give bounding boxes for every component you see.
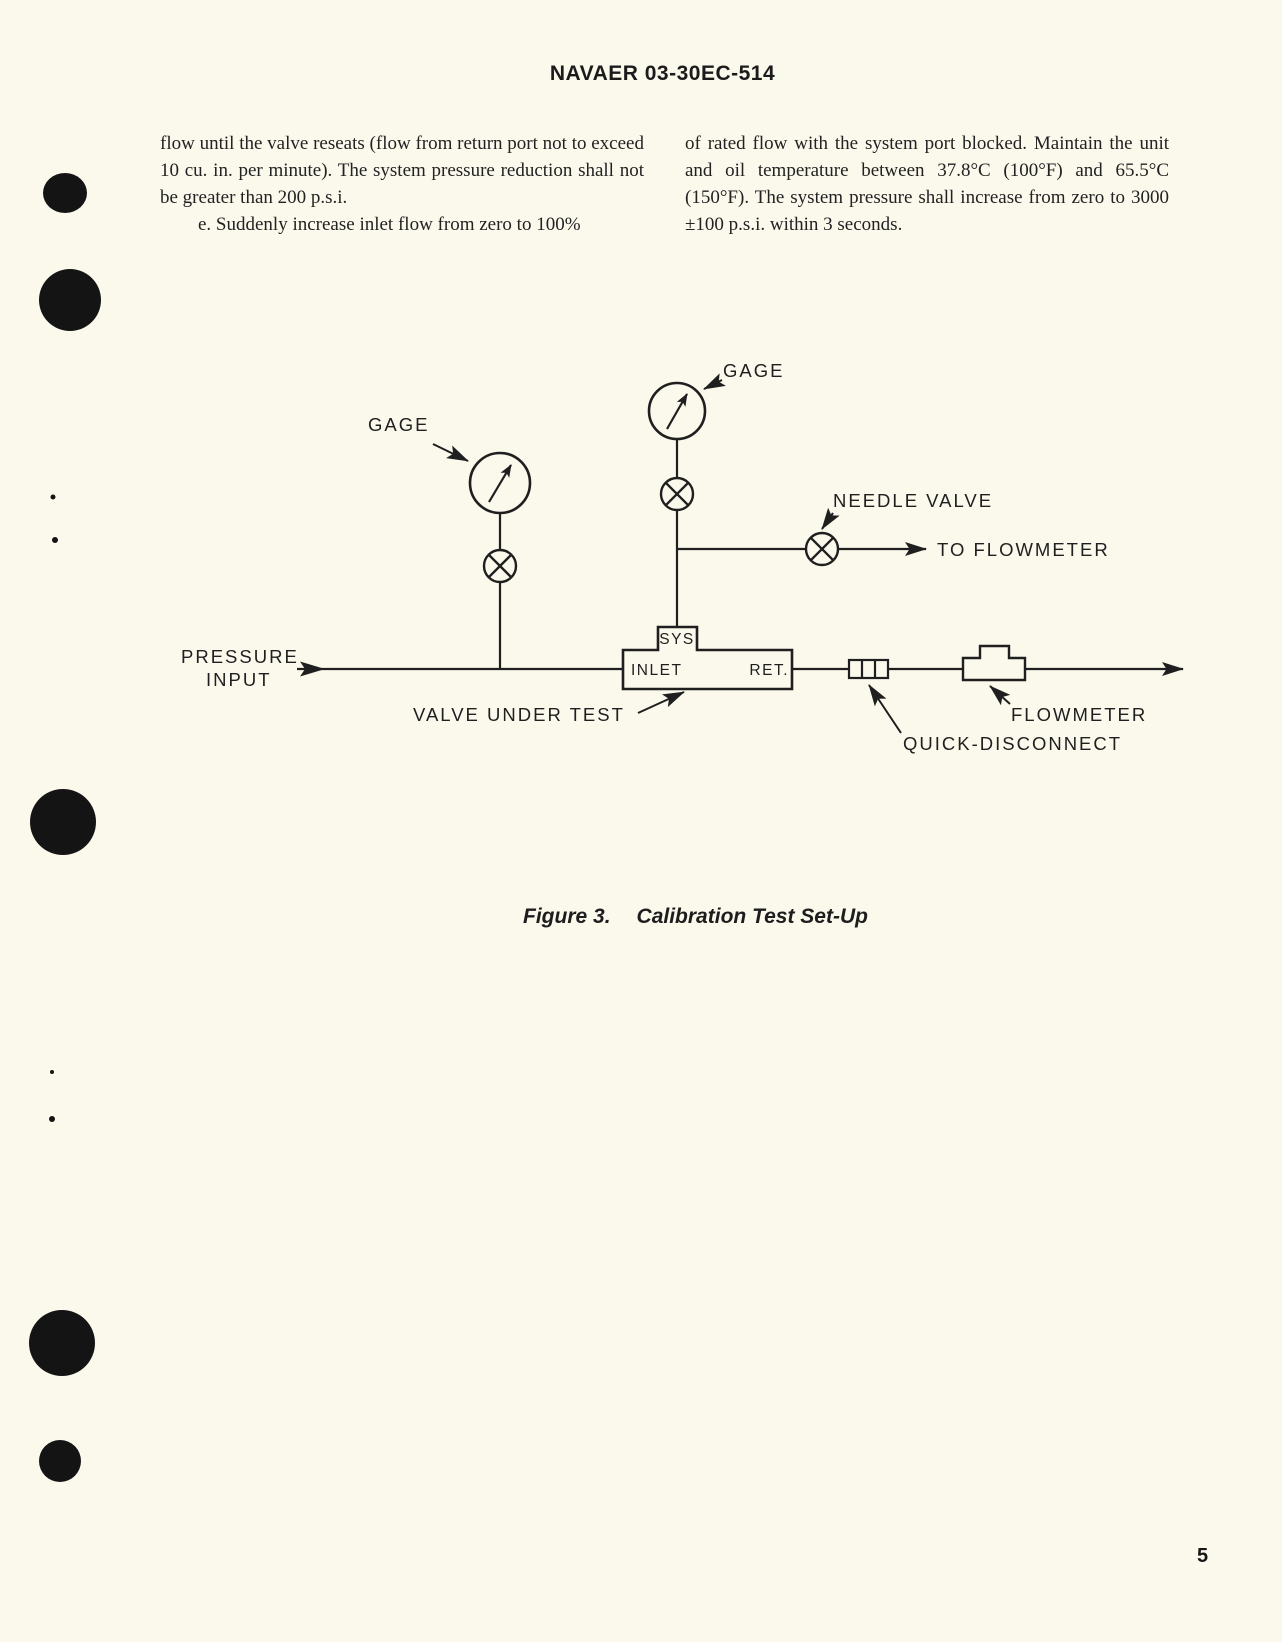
pressure-input-label-line1: PRESSURE (181, 646, 299, 667)
ink-speck (49, 1116, 55, 1122)
ink-speck (50, 1070, 54, 1074)
ink-speck (51, 495, 56, 500)
ink-speck (52, 537, 58, 543)
leader-arrows (433, 380, 1010, 733)
binder-dot (39, 269, 101, 331)
right-paragraph: of rated flow with the system port blocked. Maintain the unit and oil temperature between 37.8°C (100°F) and 65.5°C (150°F). The system pressure shall increase from zero to 3000 ±100 p.s.i. within 3 seconds. (685, 133, 1169, 235)
left-paragraph: flow until the valve reseats (flow from return port not to exceed 10 cu. in. per minute). The system pressure reduction shall not be greater than 200 p.s.i. (160, 133, 644, 208)
valve-symbol-left (484, 550, 516, 582)
binder-dots (29, 173, 101, 1482)
figure-title: Calibration Test Set-Up (636, 905, 868, 928)
page-header: NAVAER 03-30EC-514 (549, 62, 776, 85)
binder-dot (29, 1310, 95, 1376)
gage-top-label: GAGE (723, 360, 785, 381)
binder-dot (43, 173, 87, 213)
flowmeter-symbol (963, 646, 1025, 680)
valve-under-test-label: VALVE UNDER TEST (413, 704, 625, 725)
flowmeter-label: FLOWMETER (1011, 704, 1148, 725)
gage-needle (489, 465, 511, 502)
figure-caption (160, 905, 1165, 929)
quick-disconnect-label: QUICK-DISCONNECT (903, 733, 1123, 754)
to-flowmeter-label: TO FLOWMETER (937, 539, 1110, 560)
sys-port-label: SYS (659, 631, 695, 648)
needle-valve-label: NEEDLE VALVE (833, 490, 994, 511)
flowmeter-leader (990, 686, 1010, 704)
figure-label: Figure 3. (523, 905, 611, 928)
quick-disconnect-symbol (849, 660, 888, 678)
binder-dot (30, 789, 96, 855)
page-number: 5 (1197, 1545, 1209, 1567)
pressure-input-label-line2: INPUT (206, 669, 272, 690)
inlet-port-label: INLET (631, 662, 683, 679)
needle-valve-leader (822, 513, 833, 529)
quick-disconnect-body (849, 660, 888, 678)
valve-under-test-leader (638, 692, 684, 713)
quick-disconnect-leader (869, 685, 901, 733)
gage-top-leader (704, 380, 722, 389)
gage-needle (667, 394, 687, 429)
gage-left-symbol (470, 453, 530, 513)
valve-under-test-block (623, 627, 792, 689)
gage-left-label: GAGE (368, 414, 430, 435)
list-item-e: e. Suddenly increase inlet flow from zero to 100% (198, 214, 581, 235)
gage-left-leader (433, 444, 468, 461)
valve-symbol-top (661, 478, 693, 510)
return-port-label: RET. (749, 662, 789, 679)
needle-valve-symbol (806, 533, 838, 565)
gage-top-symbol (649, 383, 705, 439)
binder-dot (39, 1440, 81, 1482)
